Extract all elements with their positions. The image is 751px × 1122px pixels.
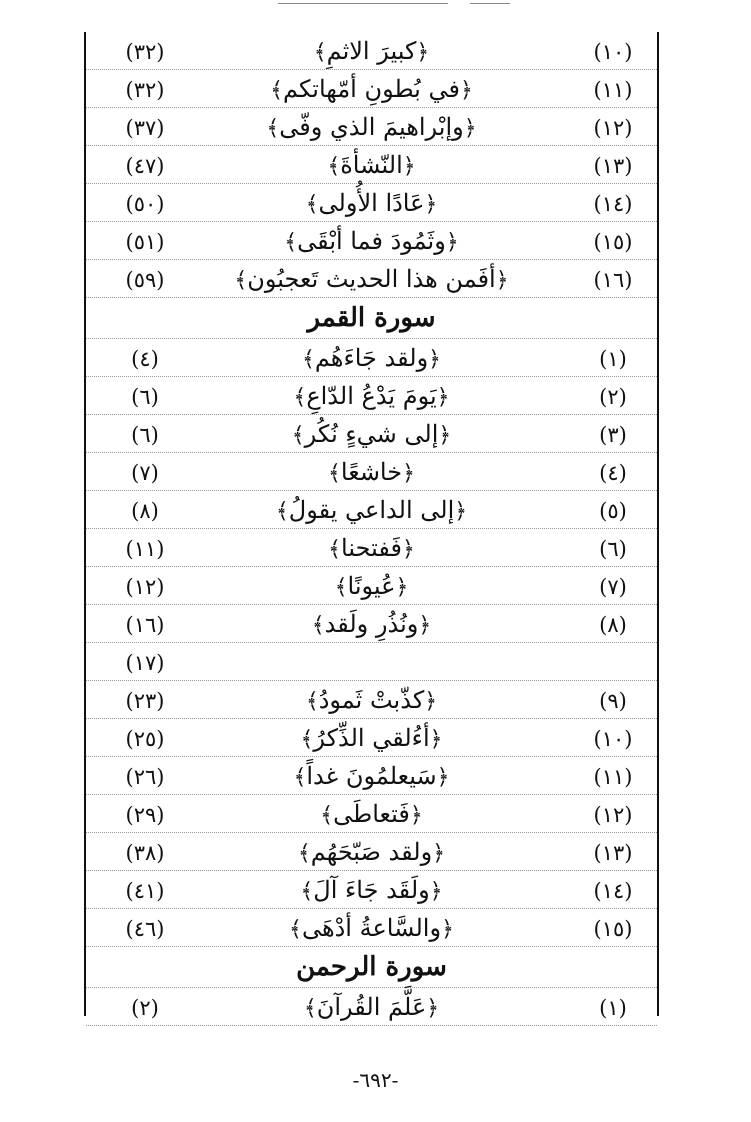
open-bracket-ornament: ﴿ bbox=[438, 423, 452, 448]
entry-number: (١٤) bbox=[593, 192, 633, 216]
verse-reference: (٥٩) bbox=[125, 268, 165, 292]
index-row bbox=[86, 757, 657, 795]
entry-number: (٤) bbox=[599, 461, 627, 485]
phrase-text: ولقد جَاءَهُم bbox=[314, 344, 429, 372]
surah-heading: سورة الرحمن bbox=[86, 947, 657, 988]
quranic-phrase bbox=[186, 37, 557, 65]
quranic-phrase bbox=[186, 686, 557, 714]
close-bracket-ornament: ﴾ bbox=[293, 385, 307, 410]
index-row bbox=[86, 833, 657, 871]
quranic-phrase bbox=[186, 151, 557, 179]
entry-number: (١٢) bbox=[593, 803, 633, 827]
verse-reference: (٧) bbox=[131, 461, 159, 485]
open-bracket-ornament: ﴿ bbox=[428, 347, 442, 372]
verse-reference: (٢٦) bbox=[125, 765, 165, 789]
open-bracket-ornament: ﴿ bbox=[395, 575, 409, 600]
close-bracket-ornament: ﴾ bbox=[291, 423, 305, 448]
verse-reference: (٥١) bbox=[125, 230, 165, 254]
quranic-phrase bbox=[186, 227, 557, 255]
phrase-text: إلى شيءٍ نُكُر bbox=[304, 420, 439, 448]
index-row bbox=[86, 339, 657, 377]
quranic-phrase bbox=[186, 993, 557, 1021]
entry-number: (٣) bbox=[599, 423, 627, 447]
open-bracket-ornament: ﴿ bbox=[436, 765, 450, 790]
quranic-phrase bbox=[186, 458, 557, 486]
index-row bbox=[86, 146, 657, 184]
index-row bbox=[86, 415, 657, 453]
open-bracket-ornament: ﴿ bbox=[445, 230, 459, 255]
verse-reference: (٢) bbox=[131, 996, 159, 1020]
index-row bbox=[86, 871, 657, 909]
verse-reference: (٢٣) bbox=[125, 689, 165, 713]
index-rows bbox=[86, 32, 657, 1026]
quranic-phrase bbox=[186, 113, 557, 141]
open-bracket-ornament: ﴿ bbox=[416, 40, 430, 65]
verse-reference: (٢٥) bbox=[125, 727, 165, 751]
open-bracket-ornament: ﴿ bbox=[436, 385, 450, 410]
quranic-phrase bbox=[186, 265, 557, 293]
close-bracket-ornament: ﴾ bbox=[266, 116, 280, 141]
quranic-phrase bbox=[186, 572, 557, 600]
entry-number: (٩) bbox=[599, 689, 627, 713]
entry-number: (٢) bbox=[599, 385, 627, 409]
close-bracket-ornament: ﴾ bbox=[334, 575, 348, 600]
index-row bbox=[86, 453, 657, 491]
close-bracket-ornament: ﴾ bbox=[293, 765, 307, 790]
index-row bbox=[86, 909, 657, 947]
verse-reference: (٦) bbox=[131, 385, 159, 409]
entry-number: (١) bbox=[599, 347, 627, 371]
open-bracket-ornament: ﴿ bbox=[402, 461, 415, 486]
verse-reference: (٣٢) bbox=[125, 40, 165, 64]
close-bracket-ornament: ﴾ bbox=[275, 499, 289, 524]
phrase-text: كبيرَ الاثمِ bbox=[326, 37, 417, 65]
close-bracket-ornament: ﴾ bbox=[270, 78, 284, 103]
quranic-phrase bbox=[186, 420, 557, 448]
verse-reference: (٤٦) bbox=[125, 917, 165, 941]
close-bracket-ornament: ﴾ bbox=[303, 996, 317, 1021]
verse-reference: (١٧) bbox=[125, 651, 165, 675]
phrase-text: عَادًا الأُولى bbox=[318, 189, 425, 217]
phrase-text: أفَمن هذا الحديث تَعجبُون bbox=[247, 265, 496, 293]
entry-number: (١٠) bbox=[593, 727, 633, 751]
index-row bbox=[86, 567, 657, 605]
open-bracket-ornament: ﴿ bbox=[463, 116, 477, 141]
open-bracket-ornament: ﴿ bbox=[459, 78, 473, 103]
verse-reference: (١٦) bbox=[125, 613, 165, 637]
index-row bbox=[86, 222, 657, 260]
quranic-phrase bbox=[186, 762, 557, 790]
page-number: -٦٩٢- bbox=[352, 1068, 399, 1092]
close-bracket-ornament: ﴾ bbox=[305, 192, 319, 217]
close-bracket-ornament: ﴾ bbox=[297, 841, 311, 866]
entry-number: (٥) bbox=[599, 499, 627, 523]
phrase-text: النّشأةَ bbox=[340, 151, 403, 179]
entry-number: (١٥) bbox=[593, 230, 633, 254]
verse-reference: (٥٠) bbox=[125, 192, 165, 216]
open-bracket-ornament: ﴿ bbox=[495, 268, 509, 293]
quranic-phrase bbox=[186, 800, 557, 828]
index-row bbox=[86, 643, 657, 681]
entry-number: (١١) bbox=[593, 765, 633, 789]
quranic-phrase bbox=[186, 610, 557, 638]
phrase-text: كذّبتْ ثَمودُ bbox=[318, 686, 425, 714]
phrase-text: أءُلقي الذِّكرُ bbox=[313, 724, 430, 752]
close-bracket-ornament: ﴾ bbox=[305, 689, 319, 714]
close-bracket-ornament: ﴾ bbox=[313, 40, 327, 65]
close-bracket-ornament: ﴾ bbox=[327, 154, 341, 179]
phrase-text: ولقد صَبّحَهُم bbox=[310, 838, 433, 866]
verse-reference: (٤) bbox=[131, 347, 159, 371]
index-row bbox=[86, 377, 657, 415]
verse-reference: (١٢) bbox=[125, 575, 165, 599]
close-bracket-ornament: ﴾ bbox=[300, 727, 314, 752]
close-bracket-ornament: ﴾ bbox=[284, 230, 298, 255]
verse-reference: (٤٧) bbox=[125, 154, 165, 178]
phrase-text: ونُذُرِ ولَقد bbox=[324, 610, 419, 638]
verse-reference: (٦) bbox=[131, 423, 159, 447]
open-bracket-ornament: ﴿ bbox=[454, 499, 468, 524]
top-rule-right bbox=[470, 3, 510, 4]
verse-reference: (٣٢) bbox=[125, 78, 165, 102]
quranic-phrase bbox=[186, 876, 557, 904]
quranic-phrase bbox=[186, 724, 557, 752]
close-bracket-ornament: ﴾ bbox=[320, 803, 334, 828]
close-bracket-ornament: ﴾ bbox=[301, 347, 315, 372]
index-row bbox=[86, 32, 657, 70]
entry-number: (١٥) bbox=[593, 917, 633, 941]
quranic-phrase bbox=[186, 75, 557, 103]
open-bracket-ornament: ﴿ bbox=[409, 803, 423, 828]
entry-number: (١٠) bbox=[593, 40, 633, 64]
index-row bbox=[86, 529, 657, 567]
open-bracket-ornament: ﴿ bbox=[401, 537, 415, 562]
close-bracket-ornament: ﴾ bbox=[289, 917, 302, 942]
open-bracket-ornament: ﴿ bbox=[429, 727, 443, 752]
phrase-text: عُيونًا bbox=[347, 572, 396, 600]
index-row bbox=[86, 719, 657, 757]
phrase-text: سَيعلمُونَ غداً bbox=[306, 762, 437, 790]
index-row bbox=[86, 605, 657, 643]
index-row bbox=[86, 795, 657, 833]
index-table bbox=[84, 32, 659, 1021]
open-bracket-ornament: ﴿ bbox=[424, 689, 438, 714]
close-bracket-ornament: ﴾ bbox=[234, 268, 248, 293]
phrase-text: إلى الداعي يقولُ bbox=[288, 496, 455, 524]
verse-reference: (٨) bbox=[131, 499, 159, 523]
phrase-text: خاشعًا bbox=[340, 458, 403, 486]
entry-number: (٨) bbox=[599, 613, 627, 637]
quranic-phrase bbox=[186, 382, 557, 410]
index-row bbox=[86, 988, 657, 1026]
entry-number: (١٦) bbox=[593, 268, 633, 292]
phrase-text: فَفتحنا bbox=[341, 534, 402, 562]
index-row bbox=[86, 184, 657, 222]
phrase-text: وإبْراهيمَ الذي وفّى bbox=[279, 113, 464, 141]
quranic-phrase bbox=[186, 496, 557, 524]
quranic-phrase bbox=[186, 914, 557, 942]
close-bracket-ornament: ﴾ bbox=[328, 537, 342, 562]
quranic-phrase bbox=[186, 838, 557, 866]
verse-reference: (٢٩) bbox=[125, 803, 165, 827]
entry-number: (١٣) bbox=[593, 154, 633, 178]
phrase-text: وثَمُودَ فما أبْقَى bbox=[297, 227, 446, 255]
entry-number: (١٣) bbox=[593, 841, 633, 865]
entry-number: (٧) bbox=[599, 575, 627, 599]
open-bracket-ornament: ﴿ bbox=[441, 917, 454, 942]
open-bracket-ornament: ﴿ bbox=[432, 841, 446, 866]
open-bracket-ornament: ﴿ bbox=[402, 154, 416, 179]
surah-heading: سورة القمر bbox=[86, 298, 657, 339]
phrase-text: يَومَ يَدْعُ الدّاعِ bbox=[306, 382, 437, 410]
close-bracket-ornament: ﴾ bbox=[328, 461, 341, 486]
verse-reference: (٤١) bbox=[125, 879, 165, 903]
quranic-phrase bbox=[186, 534, 557, 562]
index-row bbox=[86, 260, 657, 298]
phrase-text: ولَقَد جَاءَ آلَ bbox=[313, 876, 430, 904]
phrase-text: في بُطونِ أمّهاتكم bbox=[283, 75, 460, 103]
index-row bbox=[86, 108, 657, 146]
close-bracket-ornament: ﴾ bbox=[300, 879, 314, 904]
verse-reference: (٣٧) bbox=[125, 116, 165, 140]
entry-number: (١٤) bbox=[593, 879, 633, 903]
open-bracket-ornament: ﴿ bbox=[418, 613, 432, 638]
index-row bbox=[86, 491, 657, 529]
close-bracket-ornament: ﴾ bbox=[311, 613, 325, 638]
open-bracket-ornament: ﴿ bbox=[426, 996, 440, 1021]
phrase-text: عَلَّمَ القُرآنَ bbox=[316, 993, 427, 1021]
top-rule-left bbox=[278, 3, 448, 4]
quranic-phrase bbox=[186, 189, 557, 217]
open-bracket-ornament: ﴿ bbox=[424, 192, 438, 217]
verse-reference: (٣٨) bbox=[125, 841, 165, 865]
phrase-text: والسَّاعةُ أدْهَى bbox=[301, 914, 442, 942]
index-row bbox=[86, 70, 657, 108]
open-bracket-ornament: ﴿ bbox=[429, 879, 443, 904]
entry-number: (٦) bbox=[599, 537, 627, 561]
index-row bbox=[86, 681, 657, 719]
quranic-phrase bbox=[186, 344, 557, 372]
entry-number: (١١) bbox=[593, 78, 633, 102]
entry-number: (١) bbox=[599, 996, 627, 1020]
entry-number: (١٢) bbox=[593, 116, 633, 140]
phrase-text: فَتعاطَى bbox=[333, 800, 410, 828]
verse-reference: (١١) bbox=[125, 537, 165, 561]
